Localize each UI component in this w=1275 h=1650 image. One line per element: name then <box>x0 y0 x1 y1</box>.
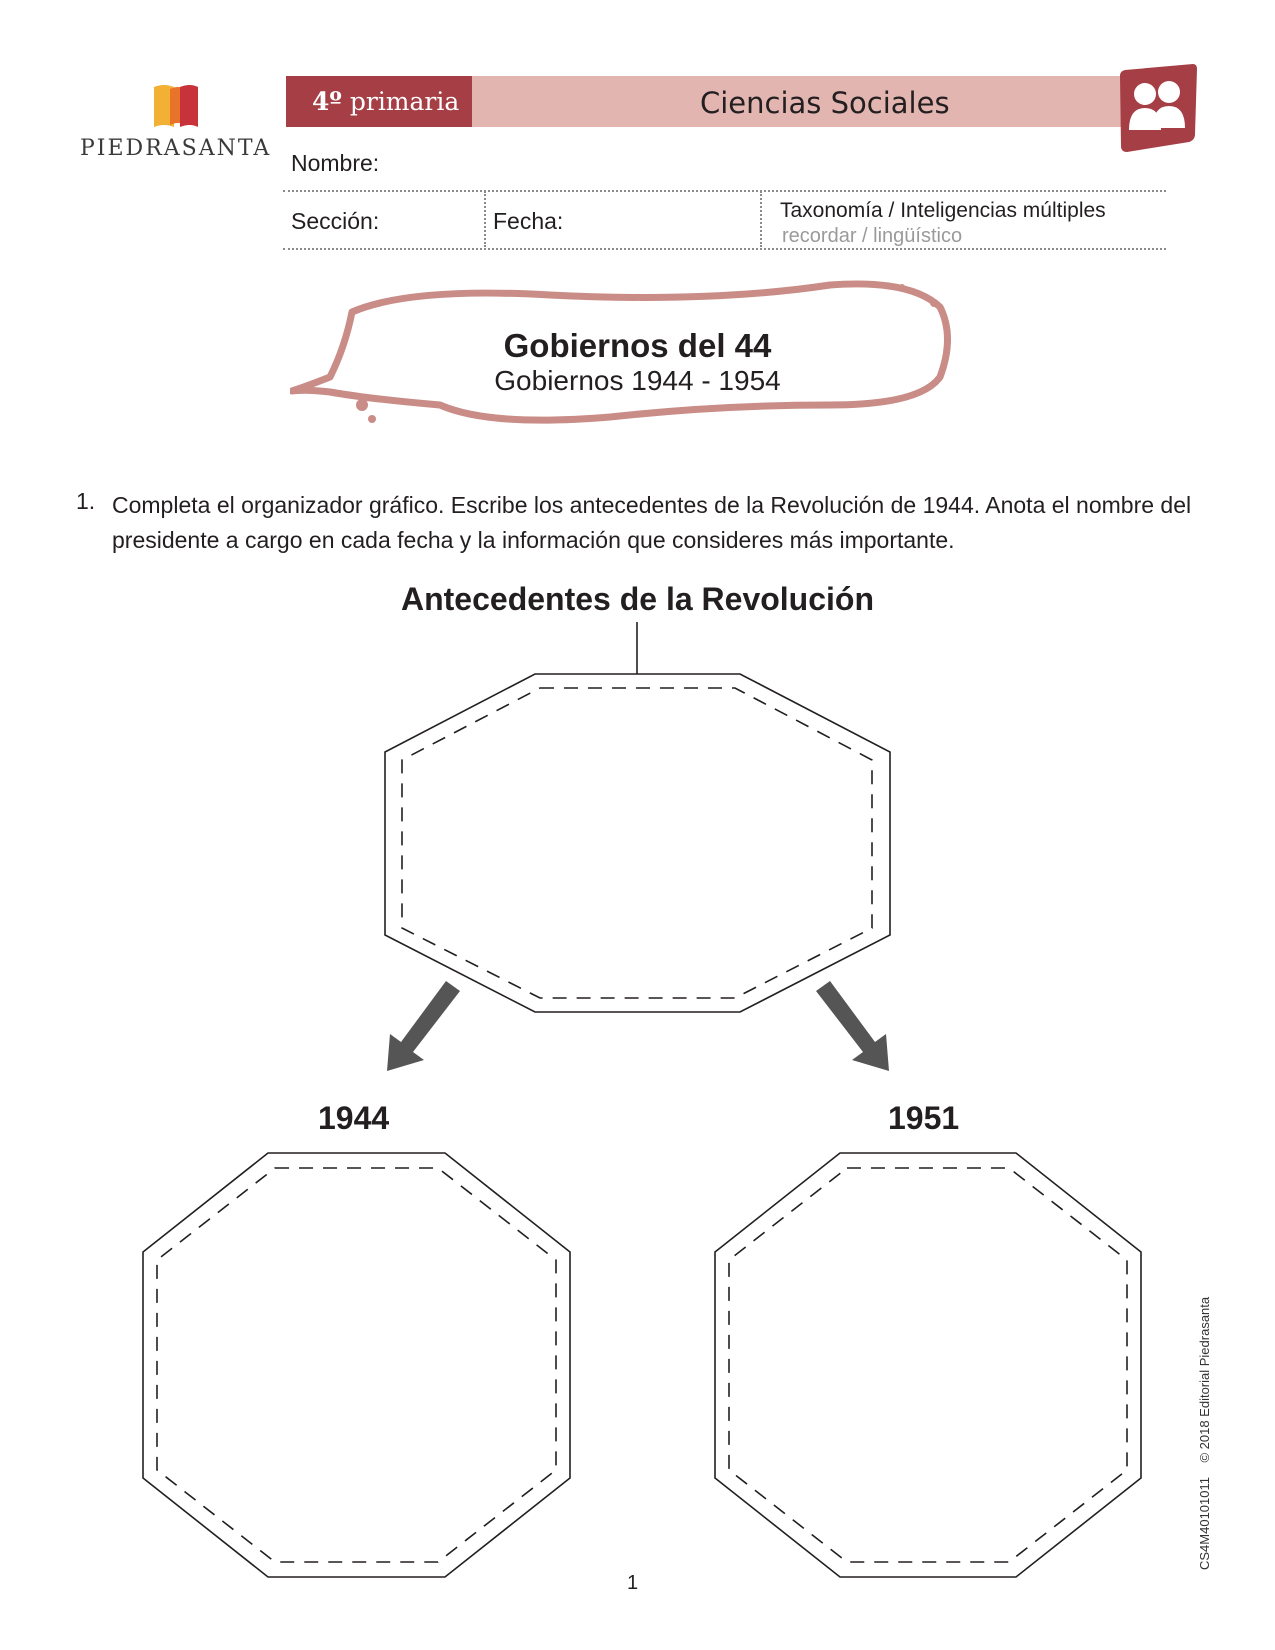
question-number: 1. <box>76 488 96 514</box>
section-field-label: Sección: <box>291 208 380 234</box>
left-arrow-icon <box>387 981 460 1071</box>
copyright-notice: © 2018 Editorial Piedrasanta <box>1197 1296 1212 1463</box>
organizer-right-heading: 1951 <box>888 1100 960 1136</box>
grade-number: 4º <box>312 87 342 116</box>
left-answer-box-stitch <box>157 1168 556 1562</box>
logo-text: PIEDRASANTA <box>80 136 272 161</box>
right-arrow-icon <box>816 981 889 1071</box>
side-credit <box>1197 1297 1212 1570</box>
grade-word: primaria <box>349 87 460 116</box>
organizer-top-heading: Antecedentes de la Revolución <box>400 581 874 617</box>
page-number: 1 <box>626 1572 639 1594</box>
date-field-label: Fecha: <box>493 208 564 234</box>
worksheet-subtitle: Gobiernos 1944 - 1954 <box>494 365 781 396</box>
question-text: Completa el organizador gráfico. Escribe los antecedentes de la Revolución de 1944. Anota el nombre del presidente a cargo en cada fecha y la información que consideres más importante. <box>112 492 1192 553</box>
name-field-label: Nombre: <box>291 150 380 176</box>
taxonomy-values: recordar / lingüístico <box>782 225 963 247</box>
right-answer-box <box>715 1153 1141 1577</box>
subject-title: Ciencias Sociales <box>700 86 950 120</box>
product-code: CS4M40101011 <box>1197 1477 1212 1570</box>
right-answer-box-stitch <box>729 1168 1127 1562</box>
taxonomy-label: Taxonomía / Inteligencias múltiples <box>780 199 1106 222</box>
left-answer-box <box>143 1153 570 1577</box>
top-answer-box-stitch <box>402 688 872 998</box>
top-answer-box <box>385 674 890 1012</box>
worksheet-title: Gobiernos del 44 <box>503 327 772 364</box>
organizer-left-heading: 1944 <box>318 1100 390 1136</box>
